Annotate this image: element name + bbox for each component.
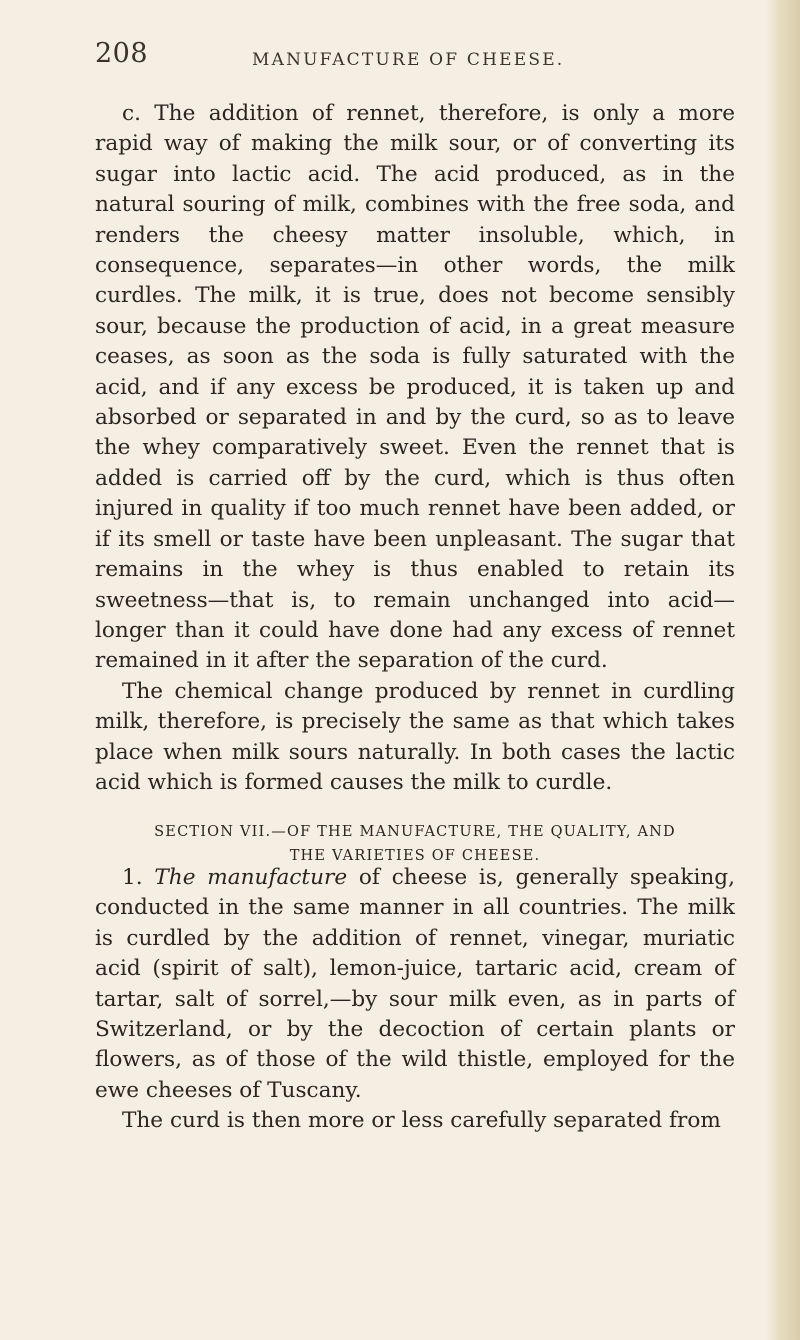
running-head: MANUFACTURE OF CHEESE. [252, 50, 565, 70]
body-text-bottom [95, 863, 735, 1137]
paragraph-curd-separated: The curd is then more or less carefully separated from [122, 1108, 721, 1134]
page-edge-shadow [766, 0, 800, 1340]
paragraph-number: 1. [122, 865, 143, 890]
page-header [95, 38, 715, 78]
section-heading [95, 820, 735, 868]
paragraph-chemical-change: The chemical change produced by rennet in curdling milk, therefore, is precisely the same as that which takes place when milk sours naturally. In both cases the lactic acid which is formed causes the milk to curdle. [95, 678, 735, 795]
body-text-top [95, 99, 735, 798]
paragraph-manufacture-text: of cheese is, generally speaking, conducted in the same manner in all countries. The milk is curdled by the addition of rennet, vinegar, muriatic acid (spirit of salt), lemon-juice, tartaric acid, cream of tartar, salt of sorrel,—by sour milk even, as in parts of Switzerland, or by the decoction of certain plants or flowers, as of those of the wild thistle, employed for the ewe cheeses of Tuscany. [95, 865, 735, 1103]
paragraph-addition-of-rennet: c. The addition of rennet, therefore, is only a more rapid way of making the milk sour, or of converting its sugar into lactic acid. The acid produced, as in the natural souring of milk, combines with the free soda, and renders the cheesy matter insoluble, which, in consequence, separates—in other words, the milk curdles. The milk, it is true, does not become sensibly sour, because the production of acid, in a great measure ceases, as soon as the soda is fully saturated with the acid, and if any excess be produced, it is taken up and absorbed or separated in and by the curd, so as to leave the whey comparatively sweet. Even the rennet that is added is carried off by the curd, which is thus often injured in quality if too much rennet have been added, or if its smell or taste have been unpleasant. The sugar that remains in the whey is thus enabled to retain its sweetness—that is, to remain unchanged into acid—longer than it could have done had any excess of rennet remained in it after the separation of the curd. [95, 101, 735, 674]
italic-lead: The manufacture [154, 865, 348, 890]
section-heading-line-1: SECTION VII.—OF THE MANUFACTURE, THE QUALITY, AND [154, 824, 676, 840]
page-number: 208 [95, 38, 149, 69]
paragraph-manufacture [95, 863, 735, 1106]
section-heading-line-2: THE VARIETIES OF CHEESE. [289, 848, 541, 864]
